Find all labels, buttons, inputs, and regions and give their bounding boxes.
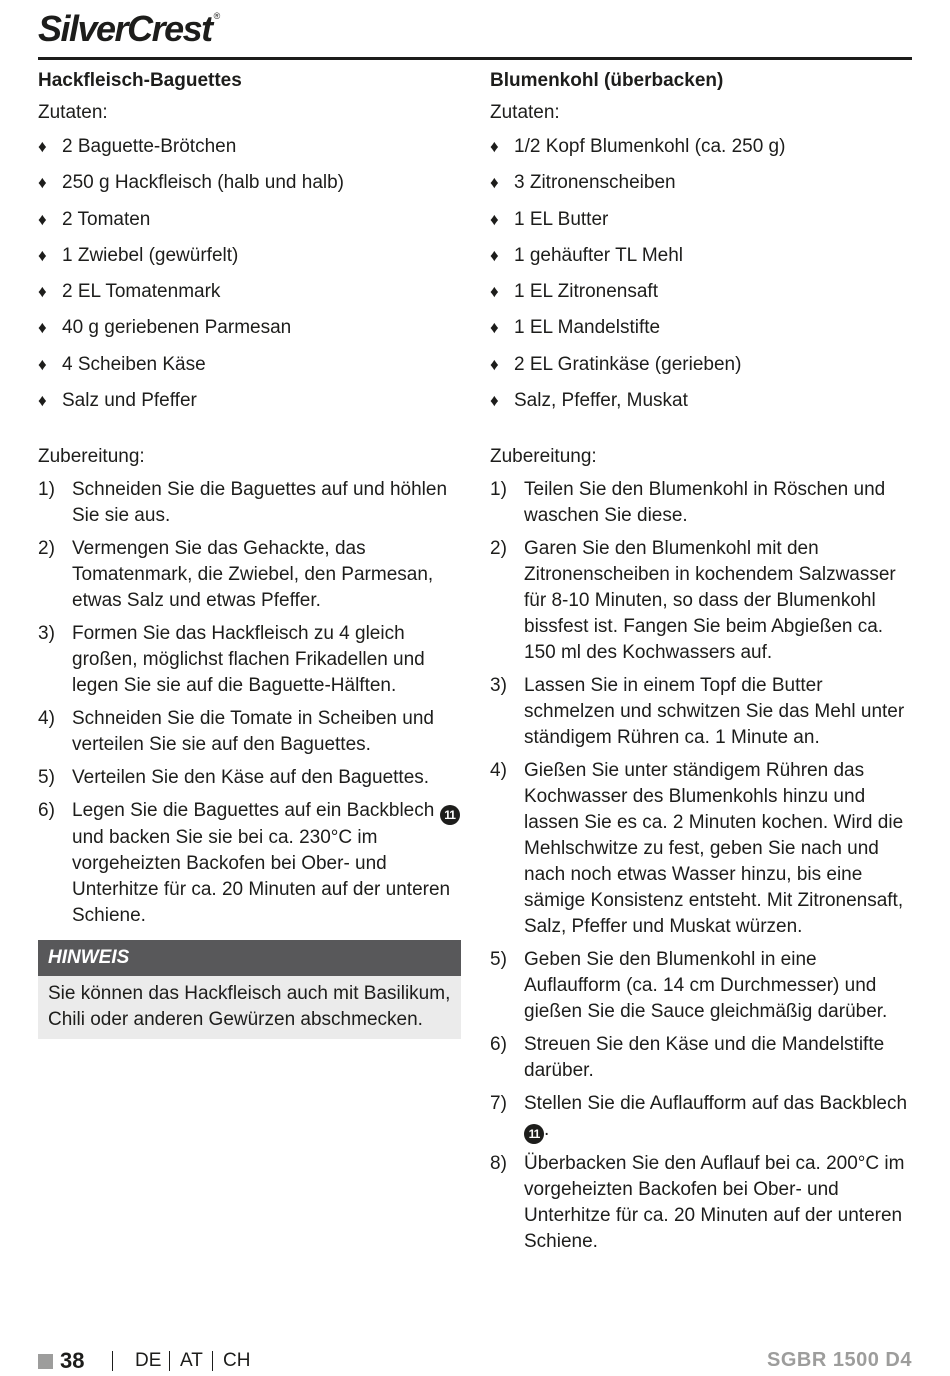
step-number: 5) — [38, 767, 55, 789]
step-text: . — [544, 1119, 550, 1141]
baking-tray-reference-icon: 11 — [524, 1124, 544, 1144]
diamond-bullet-icon: ♦ — [38, 209, 47, 229]
list-item: ♦ 1 Zwiebel (gewürfelt) — [38, 243, 462, 269]
header-rule — [38, 57, 912, 60]
page-number: 38 — [60, 1348, 85, 1373]
brand-logo — [38, 8, 219, 50]
list-item: ♦ 250 g Hackfleisch (halb und halb) — [38, 170, 462, 196]
diamond-bullet-icon: ♦ — [38, 391, 47, 411]
diamond-bullet-icon: ♦ — [38, 173, 47, 193]
diamond-bullet-icon: ♦ — [490, 137, 499, 156]
step-text: Stellen Sie die Auflaufform auf das Backblech — [524, 1093, 908, 1115]
ingredients-list — [38, 134, 462, 414]
recipe-title: Blumenkohl (überbacken) — [490, 70, 724, 91]
step-item — [490, 673, 914, 751]
step-item — [490, 536, 914, 666]
step-item — [490, 947, 914, 1025]
step-number: 1) — [38, 479, 55, 501]
step-number: 5) — [490, 949, 507, 971]
step-text: Vermengen Sie das Gehackte, das Tomatenmark, die Zwiebel, den Parmesan, etwas Salz und etwas Pfeffer. — [72, 538, 434, 612]
step-item — [38, 536, 462, 614]
step-text: Geben Sie den Blumenkohl in eine Auflaufform (ca. 14 cm Durchmesser) und gießen Sie die Sauce gleichmäßig darüber. — [524, 949, 888, 1023]
list-item: ♦ Salz, Pfeffer, Muskat — [490, 388, 914, 414]
steps-list — [38, 477, 462, 929]
step-text: Legen Sie die Baguettes auf ein Backblech — [72, 800, 435, 822]
divider — [112, 1351, 113, 1371]
page-marker-square-icon — [38, 1354, 53, 1369]
step-item — [38, 706, 462, 758]
step-number: 3) — [38, 623, 55, 645]
language-code: CH — [223, 1350, 251, 1371]
diamond-bullet-icon: ♦ — [490, 318, 499, 338]
step-item — [38, 798, 462, 929]
ingredients-list — [490, 134, 914, 414]
step-item — [490, 1151, 914, 1255]
list-item: ♦ 2 Baguette-Brötchen — [38, 134, 462, 160]
baking-tray-reference-icon: 11 — [440, 805, 460, 825]
steps-list — [490, 477, 914, 1255]
step-number: 4) — [38, 708, 55, 730]
page-header — [38, 6, 912, 60]
list-item: ♦ 1 EL Mandelstifte — [490, 315, 914, 341]
divider — [169, 1351, 170, 1371]
step-item — [38, 765, 462, 791]
brand-name: SilverCrest — [38, 8, 212, 49]
step-text: Teilen Sie den Blumenkohl in Röschen und waschen Sie diese. — [524, 479, 886, 527]
diamond-bullet-icon: ♦ — [38, 137, 47, 156]
step-item — [490, 477, 914, 529]
step-number: 2) — [38, 538, 55, 560]
step-item — [490, 758, 914, 940]
recipe-left-column — [38, 64, 462, 1039]
page-footer — [38, 1348, 912, 1376]
step-number: 2) — [490, 538, 507, 560]
preparation-label: Zubereitung: — [38, 446, 145, 468]
diamond-bullet-icon: ♦ — [490, 391, 499, 411]
step-text: Formen Sie das Hackfleisch zu 4 gleich großen, möglichst flachen Frikadellen und legen Sie sie auf die Baguette-Hälften. — [72, 623, 425, 697]
recipe-title: Hackfleisch-Baguettes — [38, 70, 242, 91]
diamond-bullet-icon: ♦ — [38, 282, 47, 302]
step-text: Garen Sie den Blumenkohl mit den Zitronenscheiben in kochendem Salzwasser für 8-10 Minuten, so dass der Blumenkohl bissfest ist. Fangen Sie beim Abgießen ca. 150 ml des Kochwassers auf. — [524, 538, 896, 664]
language-code: AT — [180, 1350, 203, 1371]
language-code: DE — [135, 1350, 162, 1371]
step-text: Streuen Sie den Käse und die Mandelstifte darüber. — [524, 1034, 885, 1082]
list-item: ♦ 2 EL Gratinkäse (gerieben) — [490, 352, 914, 378]
step-item — [38, 477, 462, 529]
list-item: ♦ 2 Tomaten — [38, 207, 462, 233]
note-text: Sie können das Hackfleisch auch mit Basilikum, Chili oder anderen Gewürzen abschmecken. — [38, 976, 461, 1039]
note-box — [38, 940, 461, 1039]
diamond-bullet-icon: ♦ — [38, 245, 47, 265]
step-number: 1) — [490, 479, 507, 501]
list-item: ♦ 1 EL Zitronensaft — [490, 279, 914, 305]
step-number: 3) — [490, 675, 507, 697]
step-item — [38, 621, 462, 699]
recipe-right-column — [490, 64, 914, 1262]
step-number: 4) — [490, 760, 507, 782]
step-text: Verteilen Sie den Käse auf den Baguettes. — [72, 767, 430, 789]
list-item: ♦ Salz und Pfeffer — [38, 388, 462, 414]
note-title: HINWEIS — [38, 940, 461, 976]
list-item: ♦ 3 Zitronenscheiben — [490, 170, 914, 196]
diamond-bullet-icon: ♦ — [490, 282, 499, 302]
list-item: ♦ 1 gehäufter TL Mehl — [490, 243, 914, 269]
step-number: 6) — [38, 800, 55, 822]
step-item — [490, 1032, 914, 1084]
divider — [212, 1351, 213, 1371]
step-text: Schneiden Sie die Baguettes auf und höhlen Sie sie aus. — [72, 479, 448, 527]
step-number: 6) — [490, 1034, 507, 1056]
ingredients-label: Zutaten: — [38, 102, 108, 123]
step-text: Überbacken Sie den Auflauf bei ca. 200°C im vorgeheizten Backofen bei Ober- und Unterhitze für ca. 20 Minuten auf der unteren Schiene. — [524, 1153, 905, 1253]
step-text: Lassen Sie in einem Topf die Butter schmelzen und schwitzen Sie das Mehl unter ständigem Rühren ca. 1 Minute an. — [524, 675, 905, 749]
model-number: SGBR 1500 D4 — [767, 1349, 912, 1371]
diamond-bullet-icon: ♦ — [38, 318, 47, 338]
diamond-bullet-icon: ♦ — [490, 245, 499, 265]
list-item: ♦ 1 EL Butter — [490, 207, 914, 233]
step-number: 7) — [490, 1093, 507, 1115]
diamond-bullet-icon: ♦ — [490, 209, 499, 229]
ingredients-label: Zutaten: — [490, 102, 560, 123]
list-item: ♦ 1/2 Kopf Blumenkohl (ca. 250 g) — [490, 134, 914, 160]
diamond-bullet-icon: ♦ — [490, 173, 499, 193]
registered-mark: ® — [213, 11, 219, 21]
step-text: Schneiden Sie die Tomate in Scheiben und verteilen Sie sie auf den Baguettes. — [72, 708, 434, 756]
list-item: ♦ 2 EL Tomatenmark — [38, 279, 462, 305]
step-item — [490, 1091, 914, 1144]
list-item: ♦ 40 g geriebenen Parmesan — [38, 315, 462, 341]
step-number: 8) — [490, 1153, 507, 1175]
list-item: ♦ 4 Scheiben Käse — [38, 352, 462, 378]
diamond-bullet-icon: ♦ — [38, 354, 47, 374]
step-text: und backen Sie sie bei ca. 230°C im vorgeheizten Backofen bei Ober- und Unterhitze für ca. 20 Minuten auf der unteren Schiene. — [72, 827, 451, 927]
preparation-label: Zubereitung: — [490, 446, 597, 468]
diamond-bullet-icon: ♦ — [490, 354, 499, 374]
step-text: Gießen Sie unter ständigem Rühren das Kochwasser des Blumenkohls hinzu und lassen Sie es ca. 2 Minuten kochen. Wird die Mehlschwitze zu fest, geben Sie nach und nach noch etwas Wasser hinzu, bis eine sämige Konsistenz entsteht. Mit Zitronensaft, Salz, Pfeffer und Muskat würzen. — [524, 760, 904, 938]
